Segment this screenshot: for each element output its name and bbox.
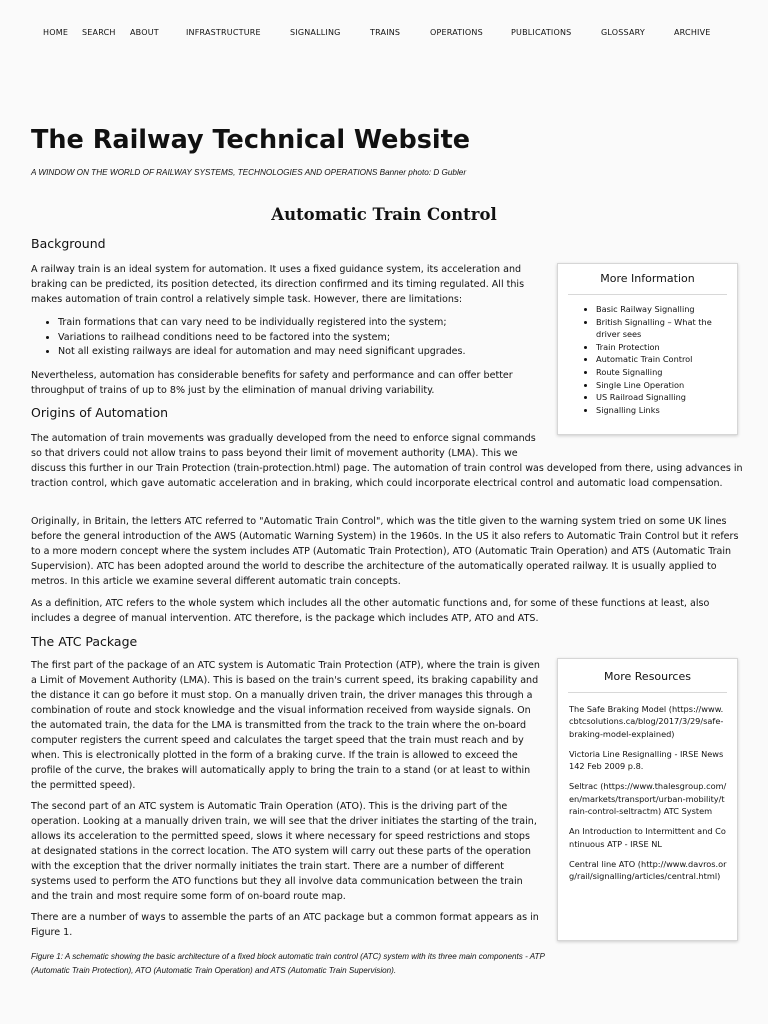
info-link-us-railroad-signalling[interactable]: • US Railroad Signalling bbox=[596, 391, 727, 404]
more-resources-title: More Resources bbox=[604, 670, 691, 683]
figure-caption: Figure 1: A schematic showing the basic architecture of a fixed block automatic train control (ATC) system with its three main components - ATP (Automatic Train Protection), ATO (Automatic Train Operation) and ATS (Automatic Train Supervision). bbox=[31, 952, 545, 975]
info-link-british-signalling[interactable]: • British Signalling – What the driver sees bbox=[596, 316, 727, 341]
more-information-links bbox=[596, 303, 727, 416]
resource-victoria-line: Victoria Line Resignalling - IRSE News 142 Feb 2009 p.8. bbox=[569, 748, 724, 772]
section-heading-background: Background bbox=[31, 236, 106, 251]
nav-infrastructure-link[interactable]: INFRASTRUCTURE bbox=[186, 28, 261, 37]
info-link-basic-railway-signalling[interactable]: • Basic Railway Signalling bbox=[596, 303, 727, 316]
info-link-single-line-operation[interactable]: • Single Line Operation bbox=[596, 379, 727, 392]
paragraph-intro: A railway train is an ideal system for automation. It uses a fixed guidance system, its acceleration and braking can be predicted, its position detected, its direction confirmed and its timing regulated. All this makes automation of train control a relatively simple task. However, there are limitations: bbox=[31, 264, 525, 305]
nav-publications-link[interactable]: PUBLICATIONS bbox=[511, 28, 572, 37]
section-heading-atc-package: The ATC Package bbox=[31, 634, 138, 649]
nav-home-link[interactable]: HOME bbox=[43, 28, 69, 37]
paragraph-ato: The second part of an ATC system is Automatic Train Operation (ATO). This is the driving part of the operation. Looking at a manually driven train, we will see that the driver initiates the starting of the train, allows its acceleration to the permitted speed, slows it where necessary for speed restrictions and stops at designated stations in the correct location. The ATO system will carry out these parts of the operation with the exception that the driver normally initiates the train start. There are a number of different systems used to perform the ATO functions but they all involve data communication between the train and the train and most require some form of on-board route map. bbox=[31, 801, 537, 902]
divider bbox=[568, 294, 727, 295]
nav-signalling-link[interactable]: SIGNALLING bbox=[290, 28, 341, 37]
site-tagline: A WINDOW ON THE WORLD OF RAILWAY SYSTEMS, TECHNOLOGIES AND OPERATIONS Banner photo: D Gubler bbox=[31, 168, 467, 177]
resource-safe-braking-model[interactable]: The Safe Braking Model (https://www.cbtcsolutions.ca/blog/2017/3/29/safe-braking-model-explained) bbox=[569, 704, 724, 739]
paragraph-atc-history: Originally, in Britain, the letters ATC referred to "Automatic Train Control", which was the title given to the warning system tried on some UK lines before the general introduction of the AWS (Automatic Warning System) in the 1960s. In the US it also refers to Automatic Train Control but it refers to a more modern concept where the system includes ATP (Automatic Train Protection), ATO (Automatic Train Operation) and ATS (Automatic Train Supervision). ATC has been adopted around the world to describe the architecture of the automatically operated railway. It is usually applied to metros. In this article we examine several different automatic train concepts. bbox=[31, 516, 739, 587]
info-link-signalling-links[interactable]: • Signalling Links bbox=[596, 404, 727, 417]
info-link-train-protection[interactable]: • Train Protection bbox=[596, 341, 727, 354]
resource-central-line-ato[interactable]: Central line ATO (http://www.davros.org/rail/signalling/articles/central.html) bbox=[569, 858, 727, 882]
resource-seltrac[interactable]: Seltrac (https://www.thalesgroup.com/en/markets/transport/urban-mobility/train-control-seltractm) ATC System bbox=[569, 781, 727, 817]
nav-about-link[interactable]: ABOUT bbox=[130, 28, 159, 37]
site-title[interactable]: The Railway Technical Website bbox=[31, 125, 471, 155]
paragraph-origins-start: The automation of train movements was gradually developed from the need to enforce signal commands so that drivers could not allow trains to pass beyond their limit of movement authority (LMA). This we bbox=[31, 433, 536, 459]
more-information-box bbox=[557, 263, 738, 435]
resource-intermittent-continuous-atp: An Introduction to Intermittent and Continuous ATP - IRSE NL bbox=[569, 826, 726, 849]
paragraph-origins-cont: discuss this further in our Train Protection (train-protection.html) page. The automation of train control was developed from there, using advances in traction control, which gave automatic acceleration and in braking, which could incorporate electrical control and automatic load compensation. bbox=[31, 463, 743, 489]
paragraph-atc-definition: As a definition, ATC refers to the whole system which includes all the other automatic functions and, for some of these functions at least, also includes a degree of manual intervention. ATC therefore, is the package which includes ATP, ATO and ATS. bbox=[31, 598, 710, 624]
divider bbox=[568, 692, 727, 693]
paragraph-figure-intro: There are a number of ways to assemble the parts of an ATC package but a common format appears as in Figure 1. bbox=[31, 912, 539, 938]
list-item: • Not all existing railways are ideal for automation and may need significant upgrades. bbox=[58, 345, 528, 360]
limitations-list bbox=[58, 316, 528, 360]
nav-archive-link[interactable]: ARCHIVE bbox=[674, 28, 711, 37]
list-item: • Variations to railhead conditions need to be factored into the system; bbox=[58, 331, 528, 346]
more-resources-box bbox=[557, 658, 738, 941]
top-navigation bbox=[0, 25, 768, 37]
section-heading-origins: Origins of Automation bbox=[31, 405, 169, 420]
nav-search-link[interactable]: SEARCH bbox=[82, 28, 116, 37]
info-link-automatic-train-control[interactable]: • Automatic Train Control bbox=[596, 353, 727, 366]
article-title: Automatic Train Control bbox=[271, 205, 497, 224]
nav-operations-link[interactable]: OPERATIONS bbox=[430, 28, 483, 37]
paragraph-benefits: Nevertheless, automation has considerable benefits for safety and performance and can offer better throughput of trains of up to 8% just by the elimination of manual driving variability. bbox=[31, 370, 513, 396]
nav-trains-link[interactable]: TRAINS bbox=[370, 28, 401, 37]
more-information-title: More Information bbox=[600, 272, 695, 285]
paragraph-atp: The first part of the package of an ATC system is Automatic Train Protection (ATP), where the train is given a Limit of Movement Authority (LMA). This is based on the train's current speed, its braking capability and the distance it can go before it must stop. On a manually driven train, the driver manages this through a combination of route and stock knowledge and the visual information received from wayside signals. On the automated train, the data for the LMA is transmitted from the track to the train where the on-board computer registers the current speed and calculates the target speed that the train must reach and by when. This is electronically plotted in the form of a braking curve. If the train is allowed to exceed the profile of the curve, the brakes will automatically apply to bring the train to a stand (or at least to within the permitted speed). bbox=[31, 660, 540, 791]
list-item: • Train formations that can vary need to be individually registered into the system; bbox=[58, 316, 528, 331]
nav-glossary-link[interactable]: GLOSSARY bbox=[601, 28, 645, 37]
info-link-route-signalling[interactable]: • Route Signalling bbox=[596, 366, 727, 379]
